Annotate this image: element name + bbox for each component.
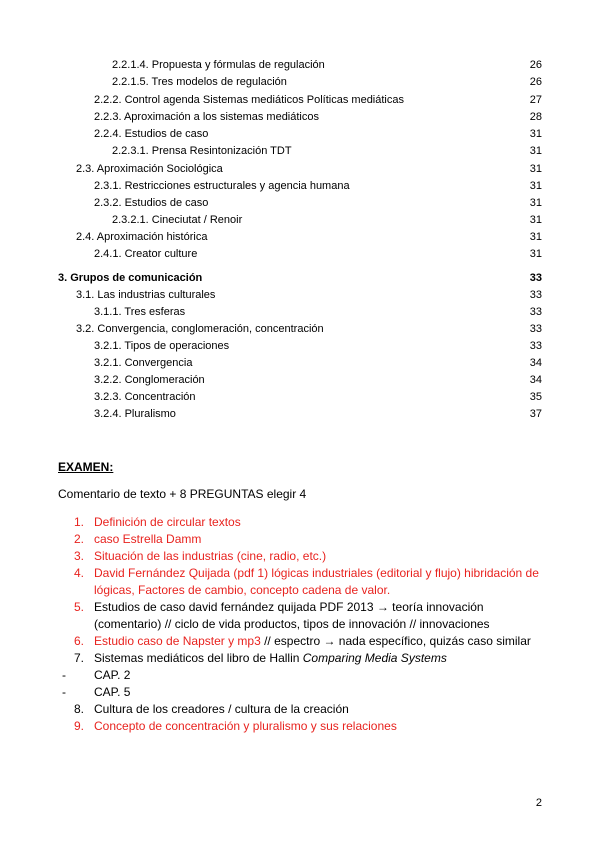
toc-entry[interactable] <box>0 389 600 406</box>
exam-question <box>58 650 548 667</box>
exam-question <box>58 701 548 718</box>
toc-entry-page: 33 <box>529 306 542 318</box>
toc-entry[interactable] <box>0 57 600 74</box>
list-marker: 9. <box>74 719 85 733</box>
exam-question-text: CAP. 5 <box>94 685 131 699</box>
toc-entry-title: 2.2.1.4. Propuesta y fórmulas de regulación <box>112 59 325 71</box>
toc-entry[interactable] <box>0 355 600 372</box>
toc-entry[interactable] <box>0 212 600 229</box>
exam-question <box>58 599 548 633</box>
toc-entry-page: 33 <box>529 289 542 301</box>
toc-entry-title: 3.2.2. Conglomeración <box>94 374 205 386</box>
exam-question <box>58 684 548 701</box>
toc-entry[interactable] <box>0 406 600 423</box>
exam-question-text: Definición de circular textos <box>94 515 241 529</box>
toc-entry-title: 3.2. Convergencia, conglomeración, concentración <box>76 323 324 335</box>
exam-question-text: Sistemas mediáticos del libro de Hallin <box>94 651 303 665</box>
toc-entry[interactable] <box>0 109 600 126</box>
toc-entry[interactable] <box>0 178 600 195</box>
toc-entry[interactable] <box>0 195 600 212</box>
toc-entry-title: 3.1.1. Tres esferas <box>94 306 186 318</box>
toc-entry[interactable] <box>0 246 600 263</box>
list-marker: 7. <box>74 651 85 665</box>
exam-heading: EXAMEN: <box>58 460 114 474</box>
toc-entry[interactable] <box>0 287 600 304</box>
toc-entry[interactable] <box>0 126 600 143</box>
toc-entry-title: 2.4.1. Creator culture <box>94 248 198 260</box>
page-number: 2 <box>535 797 542 809</box>
exam-question-text: Estudios de caso david fernández quijada PDF 2013 → teoría innovación (comentario) // ciclo de vida productos, tipos de innovación // innovaciones <box>94 600 490 631</box>
book-title: Comparing Media Systems <box>302 651 447 665</box>
toc-entry-title: 3. Grupos de comunicación <box>58 272 203 284</box>
toc-entry-title: 2.3.2. Estudios de caso <box>94 197 209 209</box>
toc-entry-title: 3.2.3. Concentración <box>94 391 196 403</box>
toc-entry-title: 3.2.4. Pluralismo <box>94 408 176 420</box>
exam-intro: Comentario de texto + 8 PREGUNTAS elegir 4 <box>58 487 307 501</box>
toc-entry-page: 33 <box>529 272 542 284</box>
exam-question <box>58 565 548 599</box>
exam-question-text: CAP. 2 <box>94 668 131 682</box>
exam-question-text: Concepto de concentración y pluralismo y sus relaciones <box>94 719 397 733</box>
toc-entry-title: 2.3.2.1. Cineciutat / Renoir <box>112 214 243 226</box>
toc-entry-page: 34 <box>529 374 542 386</box>
toc-entry-page: 26 <box>529 59 542 71</box>
toc-entry-page: 33 <box>529 323 542 335</box>
toc-entry[interactable] <box>0 161 600 178</box>
toc-entry-page: 31 <box>529 180 542 192</box>
exam-question-text: Cultura de los creadores / cultura de la creación <box>94 702 349 716</box>
exam-question-highlight: Estudio caso de Napster y mp3 <box>94 634 261 648</box>
toc-entry-title: 2.3.1. Restricciones estructurales y agencia humana <box>94 180 350 192</box>
toc-entry-page: 28 <box>529 111 542 123</box>
exam-question <box>58 531 548 548</box>
toc-entry-page: 31 <box>529 163 542 175</box>
toc-entry[interactable] <box>0 229 600 246</box>
list-marker: 2. <box>74 532 85 546</box>
toc-entry[interactable] <box>0 92 600 109</box>
list-marker: 6. <box>74 634 85 648</box>
toc-entry-page: 26 <box>529 76 542 88</box>
toc-entry-title: 3.2.1. Convergencia <box>94 357 193 369</box>
toc-entry-title: 2.3. Aproximación Sociológica <box>76 163 223 175</box>
toc-entry-page: 35 <box>529 391 542 403</box>
exam-question-list <box>58 514 548 735</box>
toc-entry[interactable] <box>0 143 600 160</box>
exam-question-text: David Fernández Quijada (pdf 1) lógicas industriales (editorial y flujo) hibridación de lógicas, Factores de cambio, concepto cadena de valor. <box>94 566 539 597</box>
toc-entry-page: 31 <box>529 197 542 209</box>
list-marker: 1. <box>74 515 85 529</box>
exam-question-text: caso Estrella Damm <box>94 532 202 546</box>
toc-entry-page: 31 <box>529 128 542 140</box>
toc-entry-title: 3.1. Las industrias culturales <box>76 289 216 301</box>
toc-entry[interactable] <box>0 304 600 321</box>
list-marker: 3. <box>74 549 85 563</box>
toc-entry-title: 2.4. Aproximación histórica <box>76 231 208 243</box>
toc-entry-page: 31 <box>529 214 542 226</box>
toc-entry-page: 27 <box>529 94 542 106</box>
list-marker: 5. <box>74 600 85 614</box>
list-marker: - <box>62 685 66 699</box>
toc-entry[interactable] <box>0 338 600 355</box>
list-marker: 8. <box>74 702 85 716</box>
toc-entry[interactable] <box>0 372 600 389</box>
toc-entry-title: 3.2.1. Tipos de operaciones <box>94 340 230 352</box>
toc-entry-page: 31 <box>529 248 542 260</box>
toc-entry-page: 31 <box>529 231 542 243</box>
exam-question <box>58 514 548 531</box>
toc-entry-title: 2.2.1.5. Tres modelos de regulación <box>112 76 287 88</box>
exam-question <box>58 633 548 650</box>
exam-question-text: Situación de las industrias (cine, radio, etc.) <box>94 549 327 563</box>
toc-entry-page: 37 <box>529 408 542 420</box>
toc-entry-title: 2.2.4. Estudios de caso <box>94 128 209 140</box>
toc-entry-page: 31 <box>529 145 542 157</box>
toc-entry[interactable] <box>0 321 600 338</box>
toc-entry[interactable] <box>0 270 600 287</box>
toc-entry-title: 2.2.3.1. Prensa Resintonización TDT <box>112 145 292 157</box>
list-marker: 4. <box>74 566 85 580</box>
toc-entry-page: 34 <box>529 357 542 369</box>
list-marker: - <box>62 668 66 682</box>
toc-entry-page: 33 <box>529 340 542 352</box>
toc-entry-title: 2.2.2. Control agenda Sistemas mediáticos Políticas mediáticas <box>94 94 404 106</box>
exam-question <box>58 718 548 735</box>
exam-question <box>58 667 548 684</box>
toc-entry[interactable] <box>0 74 600 91</box>
toc-entry-title: 2.2.3. Aproximación a los sistemas mediáticos <box>94 111 319 123</box>
exam-question-text: // espectro → nada específico, quizás caso similar <box>260 634 531 648</box>
exam-question <box>58 548 548 565</box>
